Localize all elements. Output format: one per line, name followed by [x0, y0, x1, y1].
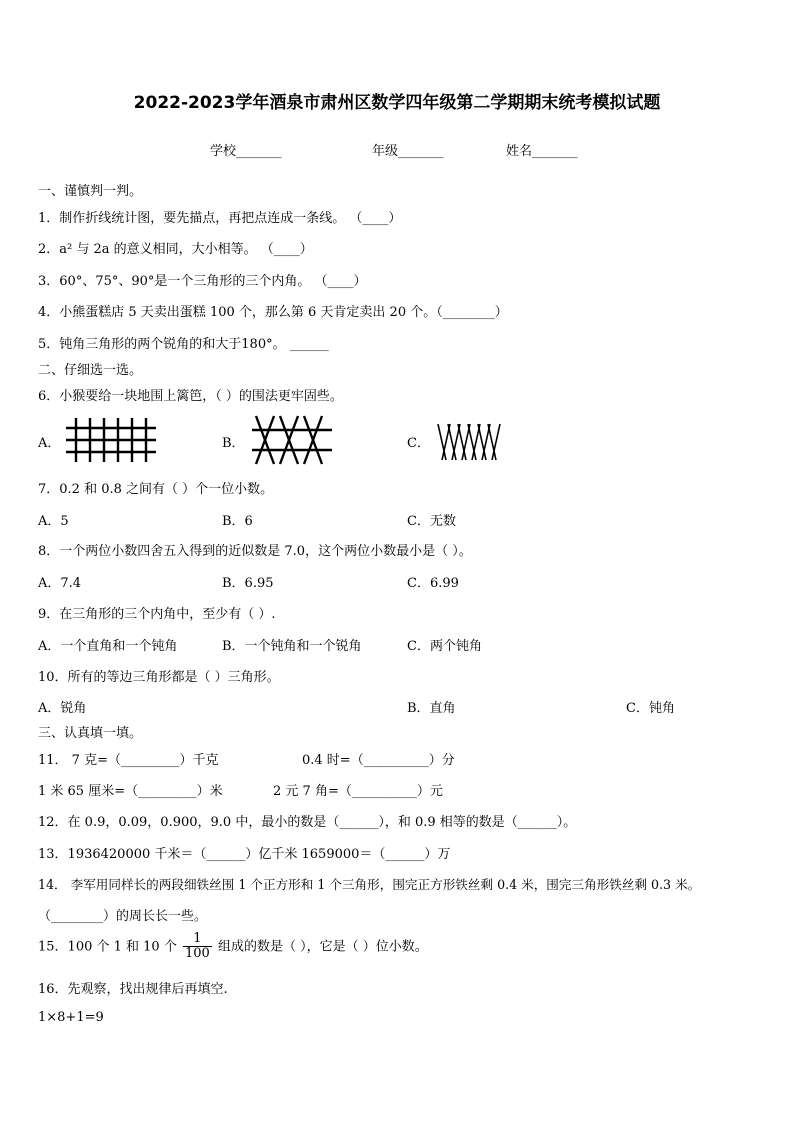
q10-option-c: C．钝角 — [626, 701, 675, 716]
question-14-line-2: （________）的周长长一些。 — [38, 909, 208, 924]
question-11-part-4: 2 元 7 角=（__________）元 — [273, 784, 443, 799]
section-1-heading: 一、谨慎判一判。 — [38, 184, 143, 199]
question-16-pattern-line-1: 1×8+1=9 — [38, 1010, 104, 1025]
question-10: 10．所有的等边三角形都是（ ）三角形。 — [38, 670, 280, 685]
question-11-part-1: 11． 7 克=（_________）千克 — [38, 753, 219, 768]
fence-zigzag-figure — [434, 420, 504, 464]
q10-option-b: B．直角 — [407, 701, 456, 716]
question-7: 7．0.2 和 0.8 之间有（ ）个一位小数。 — [38, 482, 274, 497]
fraction-one-hundredth — [183, 932, 212, 962]
q7-option-c: C．无数 — [407, 514, 456, 529]
q7-option-a: A．5 — [38, 514, 69, 529]
q6-option-c-label: C． — [407, 436, 430, 451]
question-3: 3．60°、75°、90°是一个三角形的三个内角。 （____） — [38, 274, 367, 289]
q8-option-a: A．7.4 — [38, 576, 82, 591]
name-field: 姓名_______ — [506, 144, 578, 159]
fence-cross-hatch-figure — [250, 414, 334, 466]
q9-option-a: A．一个直角和一个钝角 — [38, 639, 178, 654]
fraction-numerator: 1 — [183, 932, 212, 947]
section-3-heading: 三、认真填一填。 — [38, 726, 143, 741]
question-11-part-2: 0.4 时=（__________）分 — [302, 753, 455, 768]
q9-option-b: B．一个钝角和一个锐角 — [222, 639, 362, 654]
page-title: 2022-2023学年酒泉市肃州区数学四年级第二学期期末统考模拟试题 — [133, 93, 661, 113]
question-2: 2．a² 与 2a 的意义相同，大小相等。 （____） — [38, 242, 313, 257]
q8-option-c: C．6.99 — [407, 576, 459, 591]
question-15-suffix: 组成的数是（ ），它是（ ）位小数。 — [217, 939, 428, 955]
fence-grid-figure — [64, 416, 158, 464]
question-13: 13．1936420000 千米＝（______）亿千米 1659000＝（______）万 — [38, 847, 451, 862]
q8-option-b: B．6.95 — [222, 576, 274, 591]
section-2-heading: 二、仔细选一选。 — [38, 363, 143, 378]
fraction-denominator: 100 — [184, 946, 210, 962]
school-field: 学校_______ — [210, 144, 282, 159]
question-5: 5．钝角三角形的两个锐角的和大于180°。 ______ — [38, 337, 329, 352]
grade-field: 年级_______ — [372, 144, 444, 159]
question-9: 9．在三角形的三个内角中，至少有（ ）. — [38, 607, 276, 622]
question-4: 4．小熊蛋糕店 5 天卖出蛋糕 100 个，那么第 6 天肯定卖出 20 个。（________） — [38, 305, 508, 320]
q7-option-b: B．6 — [222, 514, 253, 529]
q6-option-b-label: B． — [222, 436, 245, 451]
question-11-part-3: 1 米 65 厘米=（_________）米 — [38, 784, 223, 799]
question-12: 12．在 0.9，0.09，0.900，9.0 中，最小的数是（______），和 0.9 相等的数是（______）。 — [38, 815, 577, 830]
q9-option-c: C．两个钝角 — [407, 639, 482, 654]
question-14-line-1: 14． 李军用同样长的两段细铁丝围 1 个正方形和 1 个三角形，围完正方形铁丝剩 0.4 米，围完三角形铁丝剩 0.3 米。 — [38, 877, 701, 892]
q6-option-a-label: A． — [38, 436, 61, 451]
q10-option-a: A．锐角 — [38, 701, 87, 716]
question-6: 6．小猴要给一块地围上篱笆，（ ）的围法更牢固些。 — [38, 389, 343, 404]
question-15-prefix: 15．100 个 1 和 10 个 — [38, 939, 177, 955]
question-16: 16．先观察，找出规律后再填空. — [38, 982, 228, 997]
question-1: 1．制作折线统计图，要先描点，再把点连成一条线。 （____） — [38, 211, 402, 226]
question-15 — [38, 932, 428, 962]
question-8: 8．一个两位小数四舍五入得到的近似数是 7.0，这个两位小数最小是（ ）。 — [38, 544, 472, 559]
